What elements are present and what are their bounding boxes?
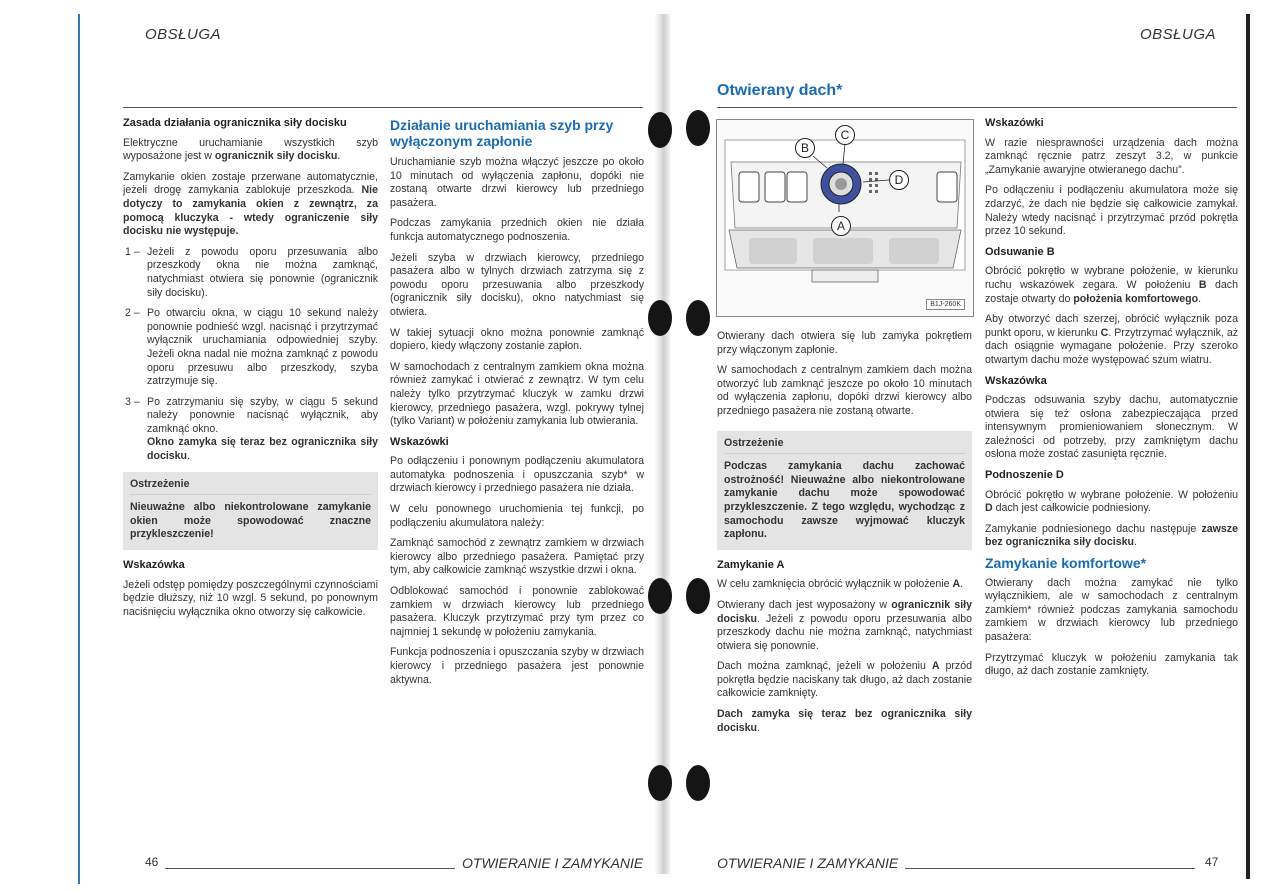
paragraph: Zamykanie okien zostaje przerwane automatycznie, jeżeli drogę zamykania zablokuje przeszkoda. Nie dotyczy to zamykania okien z zewnątrz, za pomocą kluczyka - wtedy ograniczenie siły docisku nie występuje. [123,170,378,238]
left-page-number: 46 [145,855,159,869]
callout-c: C [835,125,855,145]
left-page-header: OBSŁUGA [145,26,222,43]
warning-title: Ostrzeżenie [130,478,371,496]
left-column-2 [390,117,644,694]
paragraph: Otwierany dach otwiera się lub zamyka pokrętłem przy włączonym zapłonie. [717,330,972,356]
page-title: Otwierany dach* [717,82,843,99]
paragraph: Funkcja podnoszenia i opuszczania szyby w drzwiach kierowcy i przedniego pasażera jest ponownie aktywna. [390,646,644,686]
paragraph: Zamykanie podniesionego dachu następuje zawsze bez ogranicznika siły docisku. [985,522,1238,549]
warning-box [123,472,378,550]
callout-d: D [889,170,909,190]
paragraph: W razie niesprawności urządzenia dach można zamknąć ręcznie patrz zeszyt 3.2, w punkcie „Zamykanie awaryjne otwieranego dachu”. [985,136,1238,176]
warning-title: Ostrzeżenie [724,437,965,455]
paragraph: Uruchamianie szyb można włączyć jeszcze po około 10 minutach od wyłączenia zapłonu, dopóki nie zostaną otwarte drzwi kierowcy lub przedniego pasażera. [390,156,644,209]
paragraph: Podczas zamykania przednich okien nie działa funkcja automatycznego podnoszenia. [390,217,644,243]
paragraph: Obrócić pokrętło w wybrane położenie. W położeniu D dach jest całkowicie podniesiony. [985,488,1238,515]
callout-a: A [831,216,851,236]
paragraph: Jeżeli szyba w drzwiach kierowcy, przedniego pasażera albo w tylnych drzwiach zatrzyma się z powodu oporu przesuwania albo przeszkody (ogranicznik siły docisku), okno natychmiast się otwiera. [390,251,644,318]
list-item: 3 – Po zatrzymaniu się szyby, w ciągu 5 sekund należy ponownie nacisnąć wyłącznik, aby zamknąć okno. Okno zamyka się teraz bez ogranicznika siły docisku. [125,395,378,463]
right-page-number: 47 [1205,855,1219,869]
paragraph: Obrócić pokrętło w wybrane położenie, w kierunku ruchu wskazówek zegara. W położeniu B dach zostaje otwarty do położenia komfortowego. [985,265,1238,305]
paragraph: W takiej sytuacji okno można ponownie zamknąć dopiero, kiedy włączony zostanie zapłon. [390,326,644,353]
thumb-shadow [686,110,710,146]
paragraph: Odblokować samochód i ponownie zablokować zamkiem w drzwiach kierowcy lub przedniego pasażera. Kluczyk przytrzymać przy tym przez co najmniej 1 sekundę w położeniu zamykania. [390,585,644,638]
paragraph: Po odłączeniu i ponownym podłączeniu akumulatora automatyka podnoszenia i opuszczania szyb* w drzwiach kierowcy i przedniego pasażera nie działa. [390,455,644,495]
paragraph: Dach zamyka się teraz bez ogranicznika siły docisku. [717,708,972,734]
right-edge-bar [1246,14,1250,879]
section-heading: Zasada działania ogranicznika siły docisku [123,117,347,129]
section-heading: Odsuwanie B [985,245,1055,258]
right-column-2 [985,117,1238,686]
thumb-shadow [648,300,672,336]
right-footer-line [905,868,1195,869]
thumb-shadow [686,765,710,801]
right-page-header: OBSŁUGA [1140,26,1217,43]
right-header-rule [717,107,1237,108]
list-item: 2 – Po otwarciu okna, w ciągu 10 sekund należy ponownie podnieść wzgl. nacisnąć i przytrzymać wyłącznik uruchamiania odpowiedniej szyby. Jeżeli okna nadal nie można zamknąć z powodu oporu przesuwu albo przeszkody, szyba zatrzymuje się. [125,307,378,388]
thumb-shadow [648,578,672,614]
numbered-list [123,246,378,464]
thumb-shadow [686,300,710,336]
section-heading: Działanie uruchamiania szyb przy wyłączonym zapłonie [390,117,614,149]
right-page-footer: OTWIERANIE I ZAMYKANIE [717,855,899,871]
list-item: 1 – Jeżeli z powodu oporu przesuwania albo przeszkody okna nie można zamknąć, natychmiast otwiera się ponownie (ogranicznik siły docisku). [125,245,378,299]
tip-heading: Wskazówka [985,374,1047,387]
paragraph: W samochodach z centralnym zamkiem okna można również zamykać i otwierać z zewnątrz. W tym celu należy tylko przytrzymać kluczyk w zamku drzwi kierowcy, przedniego pasażera, wzgl. pokrywy tylnej (tylko Variant) w położeniu zamykania lub otwierania. [390,360,644,428]
paragraph: Dach można zamknąć, jeżeli w położeniu A przód pokrętła będzie naciskany tak długo, aż dach zostanie całkowicie zamknięty. [717,660,972,700]
left-column-1 [123,117,378,626]
paragraph: Przytrzymać kluczyk w położeniu zamykania tak długo, aż dach zostanie zamknięty. [985,651,1238,678]
thumb-shadow [686,578,710,614]
warning-box [717,431,972,550]
paragraph: Aby otworzyć dach szerzej, obrócić wyłącznik poza punkt oporu, w kierunku C. Przytrzymać wyłącznik, aż dach osiągnie wymagane położenie. Przy szeroko otwartym dachu może występować szum wiatru. [985,313,1239,366]
paragraph: Po odłączeniu i podłączeniu akumulatora może się zdarzyć, że dach nie będzie się całkowicie zamykał. Należy wtedy nacisnąć i przytrzymać przód pokrętła przez 10 sekund. [985,184,1238,238]
paragraph: W samochodach z centralnym zamkiem dach można otworzyć lub zamknąć jeszcze po około 10 minutach od wyłączenia zapłonu, dopóki drzwi kierowcy albo przedniego pasażera nie zostaną otwarte. [717,364,972,417]
figure-code: B1J-260K [926,299,965,310]
paragraph: Elektryczne uruchamianie wszystkich szyb wyposażone jest w ogranicznik siły docisku. [123,136,378,163]
tips-heading: Wskazówki [985,117,1044,129]
left-page-footer: OTWIERANIE I ZAMYKANIE [462,855,644,871]
warning-body: Nieuważne albo niekontrolowane zamykanie okien może spowodować znaczne przykleszczenie! [130,501,371,541]
paragraph: Zamknąć samochód z zewnątrz zamkiem w drzwiach kierowcy albo przedniego pasażera. Pamiętać przy tym, aby całkowicie zamknąć wszystkie drzwi i okna. [390,537,644,577]
paragraph: W celu zamknięcia obrócić wyłącznik w położenie A. [717,578,964,591]
left-footer-line [165,868,455,869]
thumb-shadow [648,765,672,801]
tip-body: Jeżeli odstęp pomiędzy poszczególnymi czynnościami będzie dłuższy, niż 10 wzgl. 5 sekund, po ponownym naciśnięciu wyłącznika okno otworzy się całkowicie. [123,578,378,618]
callout-b: B [795,138,815,158]
tip-heading: Wskazówka [123,559,185,572]
left-edge-line [78,14,80,884]
right-column-1 [717,330,972,742]
left-header-rule [123,107,643,108]
tip-body: Podczas odsuwania szyby dachu, automatycznie otwiera się też osłona zabezpieczająca przed intensywnym promieniowaniem słonecznym. W zależności od potrzeby, przy zamkniętym dachu osłona może zostać zasunięta ręcznie. [985,394,1238,461]
section-heading: Zamykanie A [717,558,785,571]
paragraph: Otwierany dach jest wyposażony w ogranicznik siły docisku. Jeżeli z powodu oporu przesuwania albo przeszkody dachu nie można zamknąć, natychmiast otwiera się ponownie. [717,598,972,652]
paragraph: Otwierany dach można zamykać nie tylko wyłącznikiem, ale w samochodach z centralnym zamkiem* również podczas zamykania samochodu zamkiem w drzwiach kierowcy lub przedniego pasażera: [985,576,1238,643]
tips-heading: Wskazówki [390,435,449,448]
warning-body: Podczas zamykania dachu zachować ostrożność! Nieuważne albo niekontrolowane zamykanie dachu może spowodować przykleszczenie. Z tego względu, wychodząc z samochodu zawsze wyjmować kluczyk zapłonu. [724,460,965,541]
section-heading: Podnoszenie D [985,469,1064,482]
section-heading: Zamykanie komfortowe* [985,555,1147,572]
paragraph: W celu ponownego uruchomienia tej funkcji, po podłączeniu akumulatora należy: [390,503,644,529]
sunroof-control-figure [716,119,974,317]
thumb-shadow [648,112,672,148]
